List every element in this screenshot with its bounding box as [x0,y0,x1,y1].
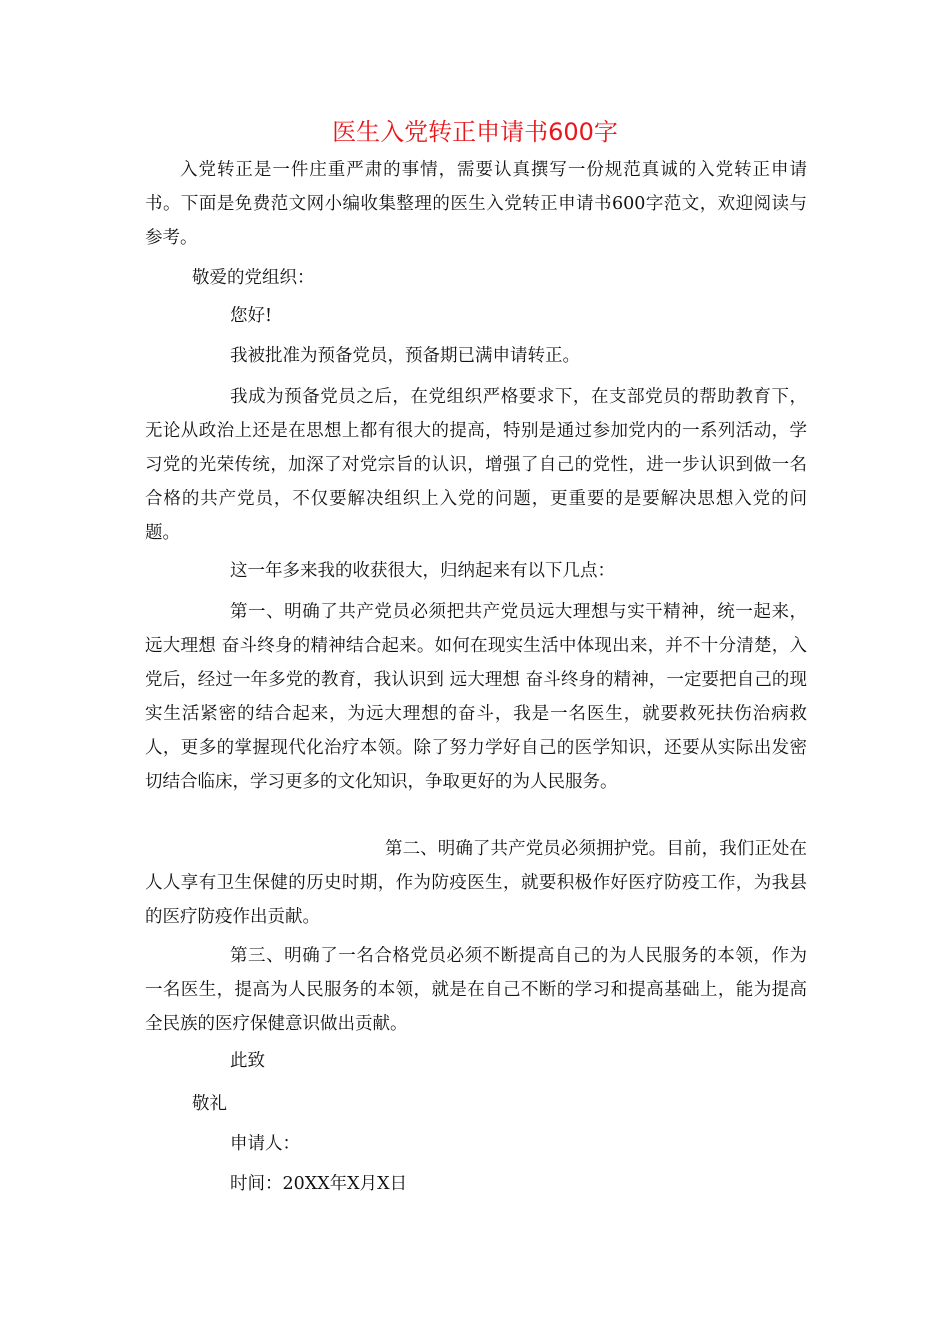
closing-jing-li: 敬礼 [192,1094,227,1114]
date-line: 时间：20XX年X月X日 [230,1174,408,1194]
closing-ci-zhi: 此致 [230,1051,265,1071]
paragraph-5: 第二、明确了共产党员必须拥护党。目前，我们正处在人人享有卫生保健的历史时期，作为防疫医生，就要积极作好医疗防疫工作，为我县的医疗防疫作出贡献。 [145,839,807,927]
paragraph-2: 我成为预备党员之后，在党组织严格要求下，在支部党员的帮助教育下，无论从政治上还是在思想上都有很大的提高，特别是通过参加党内的一系列活动，学习党的光荣传统，加深了对党宗旨的认识，增强了自己的党性，进一步认识到做一名合格的共产党员，不仅要解决组织上入党的问题，更重要的是要解决思想入党的问题。 [145,387,807,543]
intro-paragraph: 入党转正是一件庄重严肃的事情，需要认真撰写一份规范真诚的入党转正申请书。下面是免费范文网小编收集整理的医生入党转正申请书600字范文，欢迎阅读与参考。 [145,160,807,248]
paragraph-1: 我被批准为预备党员，预备期已满申请转正。 [230,346,580,366]
greeting: 您好! [230,306,273,326]
paragraph-3: 这一年多来我的收获很大，归纳起来有以下几点： [230,561,615,581]
applicant-line: 申请人： [230,1134,300,1154]
paragraph-4: 第一、明确了共产党员必须把共产党员远大理想与实干精神，统一起来， 远大理想 奋斗终身的精神结合起来。如何在现实生活中体现出来，并不十分清楚，入党后，经过一年多党的教育，我认识到 远大理想 奋斗终身的精神，一定要把自己的现实生活紧密的结合起来，为远大理想的奋斗，我是一名医生，就要救死扶伤治病救人，更多的掌握现代化治疗本领。除了努力学好自己的医学知识，还要从实际出发密切结合临床，学习更多的文化知识，争取更好的为人民服务。 [145,602,807,792]
paragraph-6: 第三、明确了一名合格党员必须不断提高自己的为人民服务的本领，作为一名医生，提高为人民服务的本领，就是在自己不断的学习和提高基础上，能为提高全民族的医疗保健意识做出贡献。 [145,946,807,1034]
document-title: 医生入党转正申请书600字 [332,118,618,146]
salutation: 敬爱的党组织： [192,268,315,288]
